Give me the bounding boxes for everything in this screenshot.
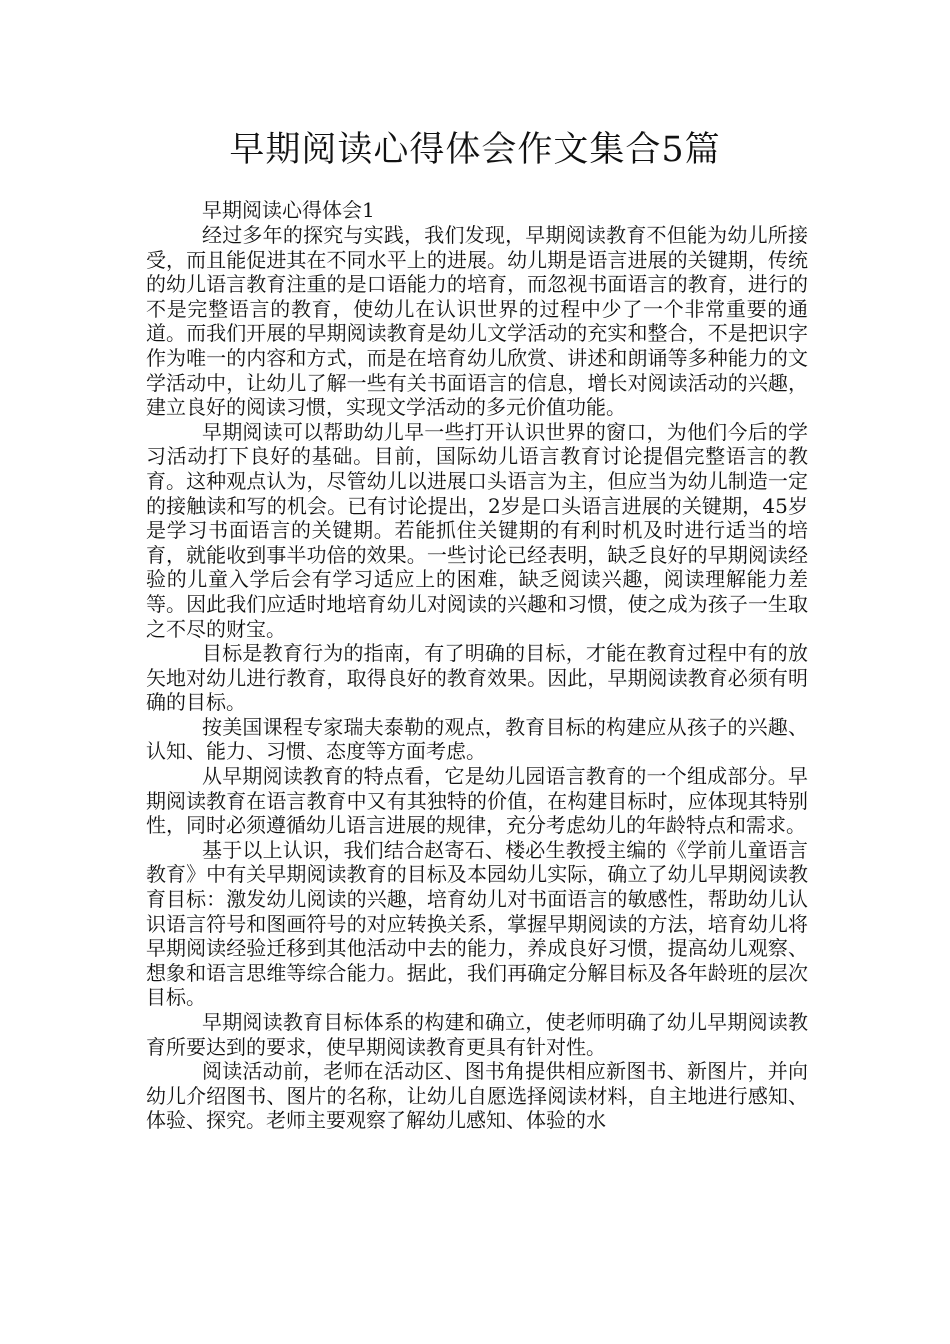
paragraph-4: 按美国课程专家瑞夫泰勒的观点，教育目标的构建应从孩子的兴趣、认知、能力、习惯、态度等方面考虑。 bbox=[146, 714, 808, 764]
paragraph-2: 早期阅读可以帮助幼儿早一些打开认识世界的窗口，为他们今后的学习活动打下良好的基础。目前，国际幼儿语言教育讨论提倡完整语言的教育。这种观点认为，尽管幼儿以进展口头语言为主，但应当为幼儿制造一定的接触读和写的机会。已有讨论提出，2岁是口头语言进展的关键期，45岁是学习书面语言的关键期。若能抓住关键期的有利时机及时进行适当的培育，就能收到事半功倍的效果。一些讨论已经表明，缺乏良好的早期阅读经验的儿童入学后会有学习适应上的困难，缺乏阅读兴趣，阅读理解能力差等。因此我们应适时地培育幼儿对阅读的兴趣和习惯，使之成为孩子一生取之不尽的财宝。 bbox=[146, 419, 808, 641]
paragraph-6: 基于以上认识，我们结合赵寄石、楼必生教授主编的《学前儿童语言教育》中有关早期阅读教育的目标及本园幼儿实际，确立了幼儿早期阅读教育目标：激发幼儿阅读的兴趣，培育幼儿对书面语言的敏感性，帮助幼儿认识语言符号和图画符号的对应转换关系，掌握早期阅读的方法，培育幼儿将早期阅读经验迁移到其他活动中去的能力，养成良好习惯，提高幼儿观察、想象和语言思维等综合能力。据此，我们再确定分解目标及各年龄班的层次目标。 bbox=[146, 837, 808, 1010]
paragraph-3: 目标是教育行为的指南，有了明确的目标，才能在教育过程中有的放矢地对幼儿进行教育，取得良好的教育效果。因此，早期阅读教育必须有明确的目标。 bbox=[146, 641, 808, 715]
document-title: 早期阅读心得体会作文集合5篇 bbox=[229, 130, 721, 170]
paragraph-1: 经过多年的探究与实践，我们发现，早期阅读教育不但能为幼儿所接受，而且能促进其在不同水平上的进展。幼儿期是语言进展的关键期，传统的幼儿语言教育注重的是口语能力的培育，而忽视书面语言的教育，进行的不是完整语言的教育，使幼儿在认识世界的过程中少了一个非常重要的通道。而我们开展的早期阅读教育是幼儿文学活动的充实和整合，不是把识字作为唯一的内容和方式，而是在培育幼儿欣赏、讲述和朗诵等多种能力的文学活动中，让幼儿了解一些有关书面语言的信息，增长对阅读活动的兴趣，建立良好的阅读习惯，实现文学活动的多元价值功能。 bbox=[146, 223, 808, 420]
document-body bbox=[146, 198, 808, 1133]
paragraph-7: 早期阅读教育目标体系的构建和确立，使老师明确了幼儿早期阅读教育所要达到的要求，使早期阅读教育更具有针对性。 bbox=[146, 1010, 808, 1059]
section-heading: 早期阅读心得体会1 bbox=[202, 198, 375, 222]
paragraph-5: 从早期阅读教育的特点看，它是幼儿园语言教育的一个组成部分。早期阅读教育在语言教育中又有其独特的价值，在构建目标时，应体现其特别性，同时必须遵循幼儿语言进展的规律，充分考虑幼儿的年龄特点和需求。 bbox=[146, 764, 808, 838]
paragraph-8: 阅读活动前，老师在活动区、图书角提供相应新图书、新图片，并向幼儿介绍图书、图片的名称，让幼儿自愿选择阅读材料，自主地进行感知、体验、探究。老师主要观察了解幼儿感知、体验的水 bbox=[146, 1059, 808, 1133]
